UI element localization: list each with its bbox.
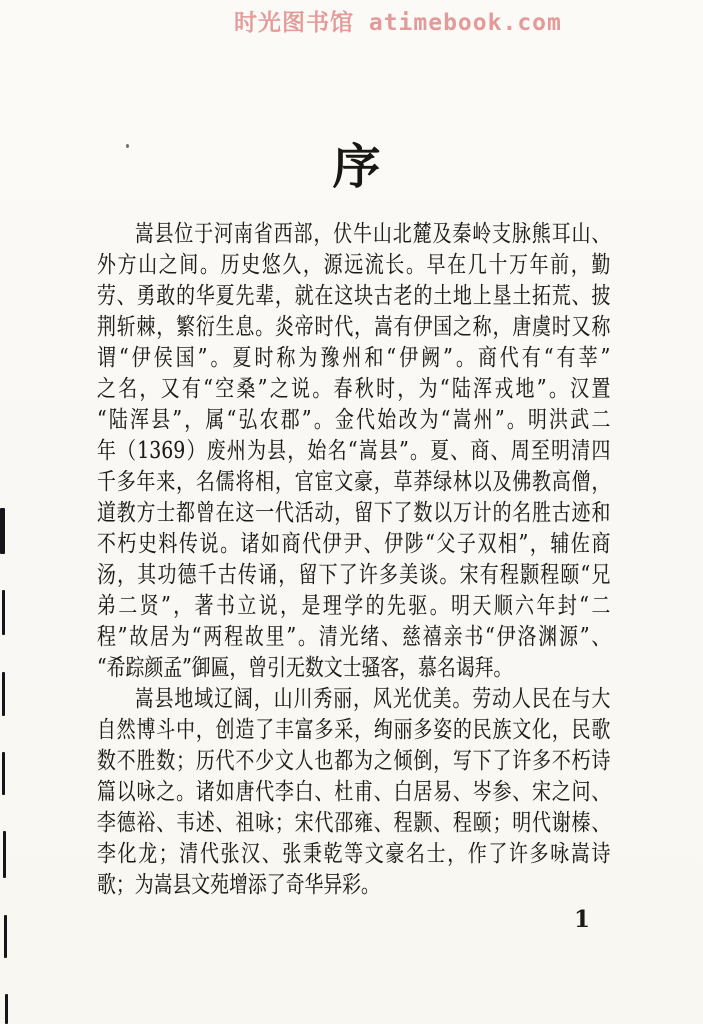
scan-mark-7 — [5, 994, 8, 1024]
text-line: 数不胜数；历代不少文人也都为之倾倒，写下了许多不朽诗 — [97, 748, 611, 774]
text-line: 李德裕、韦述、祖咏；宋代邵雍、程颢、程颐；明代谢榛、 — [97, 810, 611, 836]
library-watermark: 时光图书馆 atimebook.com — [234, 10, 562, 36]
text-line: 弟二贤”，著书立说，是理学的先驱。明天顺六年封“二 — [97, 593, 611, 619]
preface-title: 序 — [332, 139, 383, 195]
scan-mark-3 — [2, 672, 5, 716]
text-line: 之名，又有“空桑”之说。春秋时，为“陆浑戎地”。汉置 — [97, 376, 611, 402]
text-line: 千多年来，名儒将相，官宦文豪，草莽绿林以及佛教高僧， — [97, 469, 611, 495]
text-line: “陆浑县”，属“弘农郡”。金代始改为“嵩州”。明洪武二 — [97, 407, 611, 433]
text-line: 自然博斗中，创造了丰富多采，绚丽多姿的民族文化，民歌 — [97, 717, 611, 743]
text-line: 李化龙；清代张汉、张秉乾等文豪名士，作了许多咏嵩诗 — [97, 841, 611, 867]
text-line: 外方山之间。历史悠久，源远流长。早在几十万年前，勤 — [97, 252, 611, 278]
text-line: “希踪颜孟”御匾，曾引无数文士骚客，慕名谒拜。 — [97, 655, 513, 681]
text-line: 歌；为嵩县文苑增添了奇华异彩。 — [97, 872, 380, 898]
text-line: 不朽史料传说。诸如商代伊尹、伊陟“父子双相”，辅佐商 — [97, 531, 611, 557]
text-line: 道教方士都曾在这一代活动，留下了数以万计的名胜古迹和 — [97, 500, 611, 526]
text-line: 嵩县位于河南省西部，伏牛山北麓及秦岭支脉熊耳山、 — [134, 221, 611, 247]
body-text — [97, 219, 610, 901]
scan-mark-1 — [0, 508, 5, 554]
text-line: 汤，其功德千古传诵，留下了许多美谈。宋有程颢程颐“兄 — [97, 562, 611, 588]
text-line: 劳、勇敢的华夏先辈，就在这块古老的土地上垦土拓荒、披 — [97, 283, 611, 309]
scan-mark-2 — [2, 590, 5, 635]
text-line: 嵩县地域辽阔，山川秀丽，风光优美。劳动人民在与大 — [134, 686, 611, 712]
scan-mark-6 — [4, 915, 7, 958]
scan-mark-4 — [2, 752, 5, 795]
text-line: 篇以咏之。诸如唐代李白、杜甫、白居易、岑参、宋之问、 — [97, 779, 611, 805]
page-number: 1 — [574, 906, 591, 933]
text-line: 荆斩棘，繁衍生息。炎帝时代，嵩有伊国之称，唐虞时又称 — [97, 314, 611, 340]
text-line: 程”故居为“两程故里”。清光绪、慈禧亲书“伊洛渊源”、 — [97, 624, 611, 650]
text-line: 谓“伊侯国”。夏时称为豫州和“伊阙”。商代有“有莘” — [97, 345, 611, 371]
scan-mark-5 — [3, 831, 6, 878]
text-line: 年（1369）废州为县，始名“嵩县”。夏、商、周至明清四 — [97, 438, 611, 464]
